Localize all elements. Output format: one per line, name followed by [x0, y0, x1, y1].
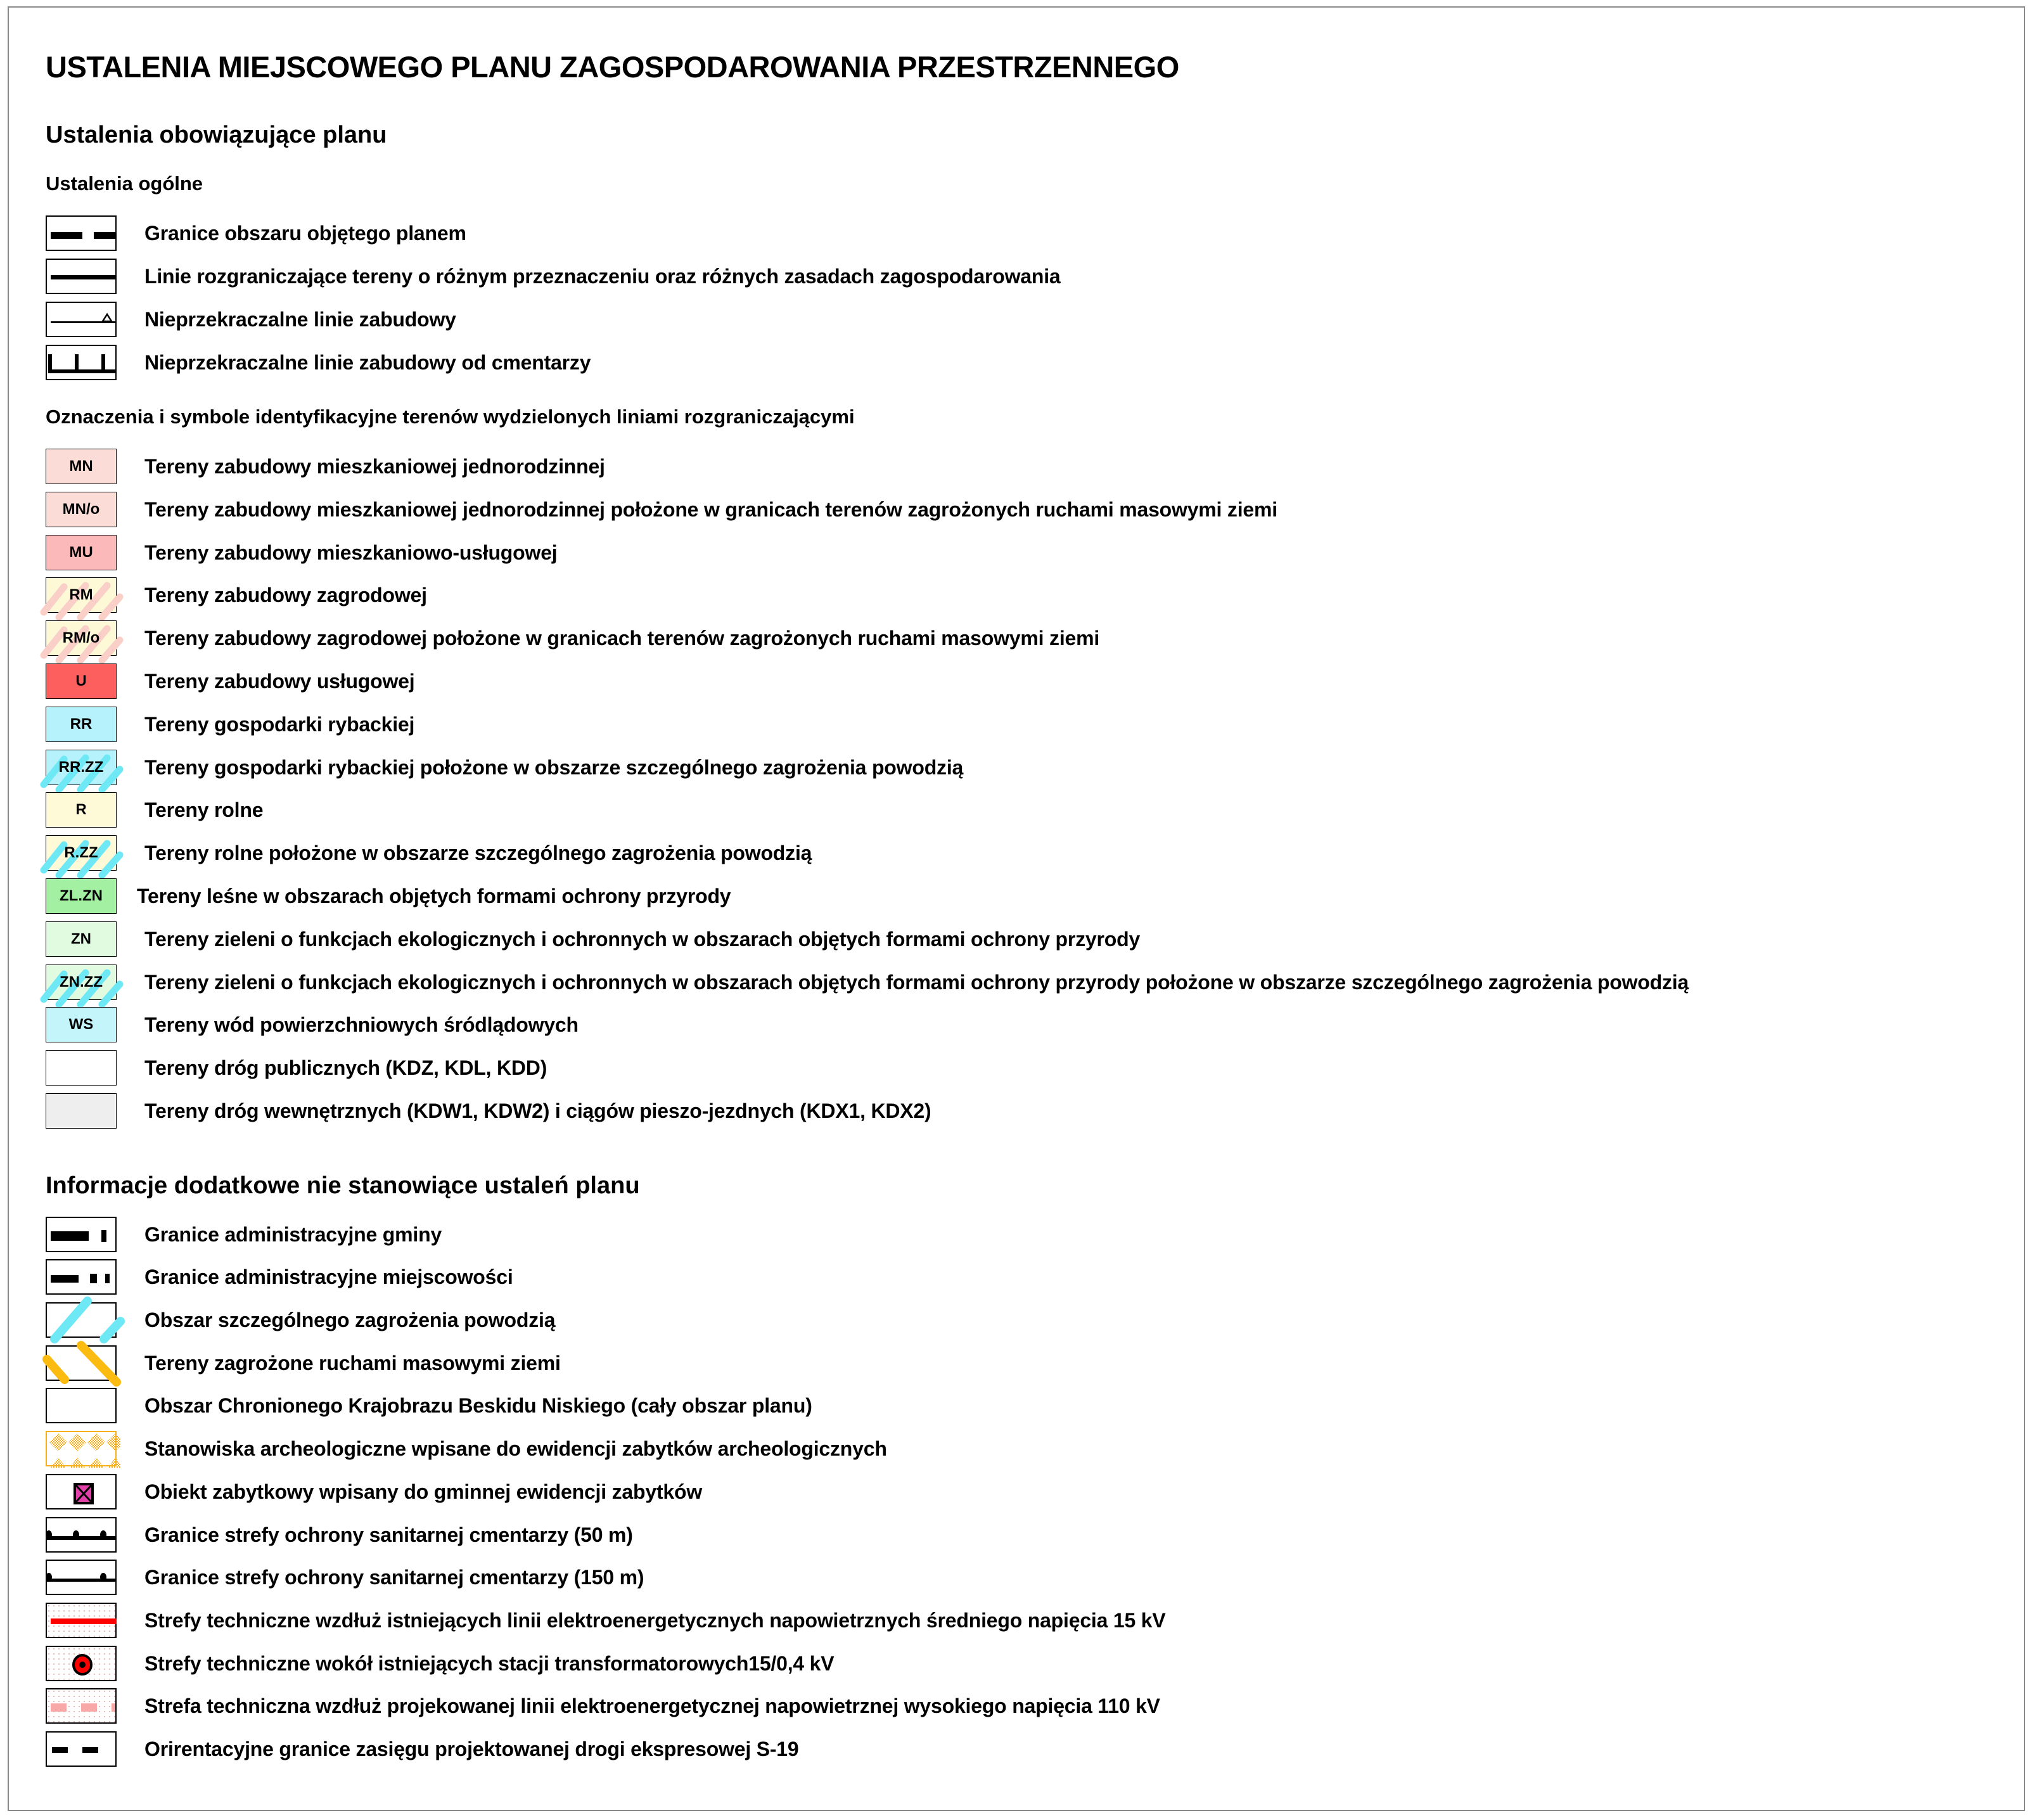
zone-code: ZL.ZN — [60, 887, 103, 904]
page-title: USTALENIA MIEJSCOWEGO PLANU ZAGOSPODAROWANIA PRZESTRZENNEGO — [46, 50, 1179, 84]
legend-item — [46, 1560, 644, 1595]
cemetery-zone-150m-icon — [46, 1560, 117, 1595]
legend-label: Strefa techniczna wzdłuż projekowanej linii elektroenergetycznej napowietrznej wysokiego napięcia 110 kV — [144, 1694, 1160, 1717]
legend-item — [46, 1474, 702, 1509]
zone-code: RM/o — [62, 629, 100, 646]
zone-color-swatch — [46, 577, 117, 613]
zone-label: Tereny gospodarki rybackiej położone w obszarze szczególnego zagrożenia powodzią — [144, 755, 964, 779]
zone-legend-item — [46, 835, 812, 871]
municipality-border-icon — [46, 1217, 117, 1252]
solid-boundary-line-icon — [46, 259, 117, 294]
zone-legend-item — [46, 492, 1277, 527]
zone-label: Tereny gospodarki rybackiej — [144, 712, 415, 736]
zone-color-swatch — [46, 1093, 117, 1129]
zone-legend-item — [46, 535, 557, 570]
zone-code: MN — [69, 458, 93, 475]
hatch-stripe — [44, 845, 64, 870]
zone-legend-item — [46, 921, 1140, 957]
empty-area-icon — [46, 1388, 117, 1423]
zone-code: RR.ZZ — [58, 759, 104, 776]
zone-label: Tereny dróg wewnętrznych (KDW1, KDW2) i ciągów pieszo-jezdnych (KDX1, KDX2) — [144, 1099, 931, 1122]
legend-label: Obszar szczególnego zagrożenia powodzią — [144, 1308, 556, 1331]
legend-item — [46, 1388, 812, 1423]
legend-label: Granice administracyjne miejscowości — [144, 1265, 513, 1288]
hatch-stripe — [44, 630, 64, 655]
zone-legend-item — [46, 663, 414, 699]
legend-label: Granice strefy ochrony sanitarnej cmentarzy (150 m) — [144, 1565, 644, 1589]
zone-label: Tereny dróg publicznych (KDZ, KDL, KDD) — [144, 1056, 547, 1079]
section-heading-binding: Ustalenia obowiązujące planu — [46, 122, 387, 148]
zone-color-swatch — [46, 921, 117, 957]
zone-color-swatch — [46, 835, 117, 871]
legend-label: Stanowiska archeologiczne wpisane do ewidencji zabytków archeologicznych — [144, 1437, 887, 1460]
landslide-hatch-icon — [46, 1345, 117, 1381]
legend-item — [46, 259, 1061, 294]
zone-code: MU — [69, 544, 93, 561]
legend-item — [46, 215, 466, 251]
zone-color-swatch — [46, 750, 117, 785]
flood-hazard-hatch-icon — [46, 1302, 117, 1338]
legend-label: Orirentacyjne granice zasięgu projektowanej drogi ekspresowej S-19 — [144, 1737, 799, 1760]
legend-item — [46, 1259, 513, 1295]
zone-color-swatch — [46, 964, 117, 1000]
legend-label: Granice strefy ochrony sanitarnej cmentarzy (50 m) — [144, 1523, 633, 1546]
zone-legend-item — [46, 1007, 579, 1042]
legend-label: Granice obszaru objętego planem — [144, 221, 466, 245]
zone-legend-item — [46, 1050, 547, 1086]
zone-color-swatch — [46, 1007, 117, 1042]
zone-code: U — [75, 672, 87, 689]
monument-crossed-box-icon — [46, 1474, 117, 1509]
zone-color-swatch — [46, 620, 117, 656]
legend-item — [46, 1345, 561, 1381]
hatch-stripe — [102, 984, 120, 1004]
legend-label: Tereny zagrożone ruchami masowymi ziemi — [144, 1351, 561, 1375]
legend-item — [46, 1646, 834, 1681]
zone-legend-item — [46, 707, 414, 742]
locality-border-icon — [46, 1259, 117, 1295]
hatch-stripe — [44, 587, 64, 612]
hatch-stripe — [102, 855, 120, 875]
expressway-boundary-icon — [46, 1731, 117, 1767]
zone-color-swatch — [46, 492, 117, 527]
zone-label: Tereny rolne — [144, 798, 264, 821]
legend-item — [46, 1688, 1160, 1724]
zone-label: Tereny zabudowy zagrodowej położone w granicach terenów zagrożonych ruchami masowymi ziemi — [144, 626, 1100, 650]
zone-label: Tereny zieleni o funkcjach ekologicznych i ochronnych w obszarach objętych formami ochrony przyrody położone w obszarze szczególnego zagrożenia powodzią — [144, 970, 1689, 994]
legend-item — [46, 1217, 442, 1252]
zone-label: Tereny zabudowy zagrodowej — [144, 583, 427, 606]
legend-item — [46, 1431, 887, 1466]
zone-label: Tereny zieleni o funkcjach ekologicznych i ochronnych w obszarach objętych formami ochrony przyrody — [144, 927, 1141, 951]
zone-label: Tereny zabudowy usługowej — [144, 669, 415, 693]
legend-item — [46, 1731, 799, 1767]
legend-label: Nieprzekraczalne linie zabudowy — [144, 307, 456, 331]
building-line-triangle-icon — [46, 302, 117, 337]
zone-legend-item — [46, 964, 1689, 1000]
zone-legend-item — [46, 1093, 931, 1129]
dashed-boundary-line-icon — [46, 215, 117, 251]
zone-label: Tereny leśne w obszarach objętych formami ochrony przyrody — [137, 884, 731, 907]
zone-code: MN/o — [62, 501, 100, 518]
zone-color-swatch — [46, 792, 117, 828]
subsection-heading-zones: Oznaczenia i symbole identyfikacyjne terenów wydzielonych liniami rozgraniczającymi — [46, 406, 855, 428]
zone-code: ZN — [71, 930, 91, 947]
zone-code: ZN.ZZ — [60, 973, 103, 990]
zone-legend-item — [46, 620, 1099, 656]
zone-color-swatch — [46, 663, 117, 699]
legend-label: Linie rozgraniczające tereny o różnym przeznaczeniu oraz różnych zasadach zagospodarowania — [144, 264, 1061, 288]
zone-color-swatch — [46, 707, 117, 742]
hatch-stripe — [102, 640, 120, 660]
zone-legend-item — [46, 750, 963, 785]
zone-label: Tereny wód powierzchniowych śródlądowych — [144, 1013, 579, 1036]
zone-legend-item — [46, 449, 605, 484]
zone-code: R.ZZ — [64, 844, 98, 861]
hatch-stripe — [102, 597, 120, 617]
legend-label: Strefy techniczne wzdłuż istniejących linii elektroenergetycznych napowietrznych średniego napięcia 15 kV — [144, 1608, 1166, 1632]
zone-code: R — [75, 801, 87, 818]
zone-color-swatch — [46, 878, 117, 914]
hatch-stripe — [102, 769, 120, 790]
zone-label: Tereny zabudowy mieszkaniowej jednorodzinnej położone w granicach terenów zagrożonych ruchami masowymi ziemi — [144, 497, 1277, 521]
zone-code: RM — [69, 586, 93, 603]
zone-code: WS — [68, 1016, 94, 1033]
zone-legend-item — [46, 577, 427, 613]
cemetery-building-line-icon — [46, 345, 117, 380]
legend-item — [46, 302, 456, 337]
zone-color-swatch — [46, 535, 117, 570]
legend-item — [46, 1517, 633, 1553]
subsection-heading-general: Ustalenia ogólne — [46, 172, 203, 195]
legend-label: Nieprzekraczalne linie zabudowy od cmentarzy — [144, 350, 591, 374]
zone-color-swatch — [46, 1050, 117, 1086]
zone-label: Tereny zabudowy mieszkaniowej jednorodzinnej — [144, 454, 605, 478]
legend-label: Obszar Chronionego Krajobrazu Beskidu Niskiego (cały obszar planu) — [144, 1394, 812, 1417]
zone-code: RR — [70, 715, 93, 733]
power-line-110kv-planned-icon — [46, 1688, 117, 1724]
zone-label: Tereny rolne położone w obszarze szczególnego zagrożenia powodzią — [144, 841, 812, 864]
legend-label: Obiekt zabytkowy wpisany do gminnej ewidencji zabytków — [144, 1480, 703, 1503]
zone-legend-item — [46, 792, 263, 828]
zone-legend-item — [46, 878, 731, 914]
legend-label: Granice administracyjne gminy — [144, 1222, 442, 1246]
legend-item — [46, 1603, 1166, 1638]
zone-color-swatch — [46, 449, 117, 484]
legend-label: Strefy techniczne wokół istniejących stacji transformatorowych15/0,4 kV — [144, 1651, 835, 1675]
legend-item — [46, 1302, 555, 1338]
transformer-station-icon — [46, 1646, 117, 1681]
legend-item — [46, 345, 591, 380]
archaeological-site-pattern-icon — [46, 1431, 117, 1466]
power-line-15kv-icon — [46, 1603, 117, 1638]
cemetery-zone-50m-icon — [46, 1517, 117, 1553]
zone-label: Tereny zabudowy mieszkaniowo-usługowej — [144, 541, 558, 564]
section-heading-info: Informacje dodatkowe nie stanowiące ustaleń planu — [46, 1172, 640, 1199]
